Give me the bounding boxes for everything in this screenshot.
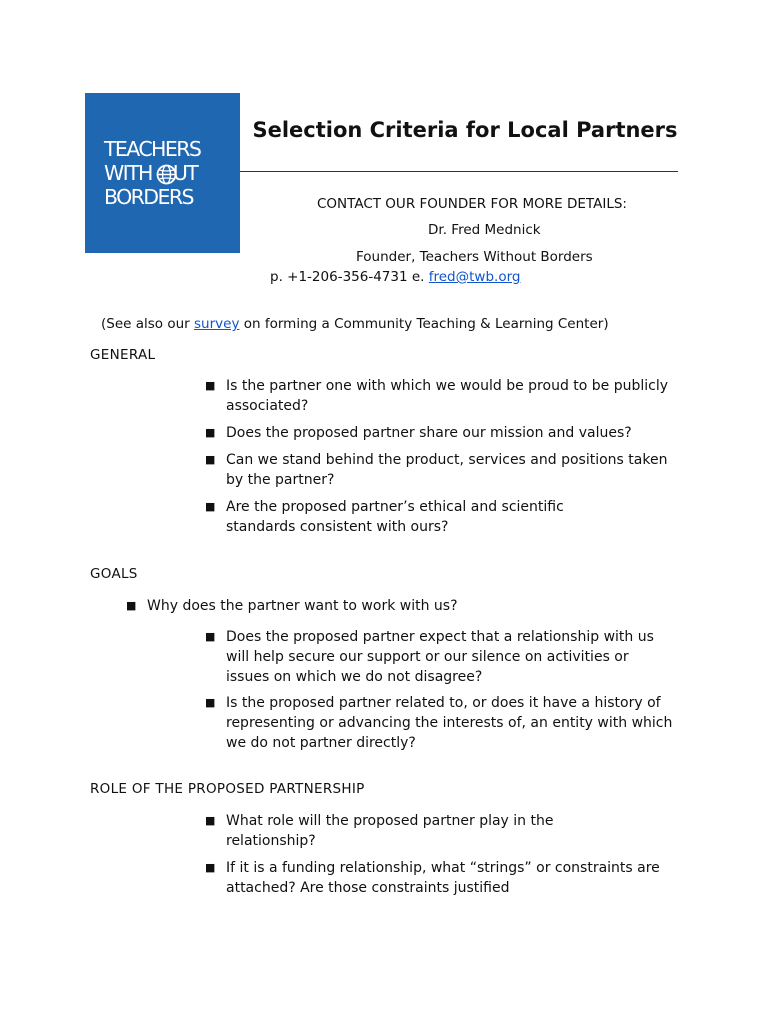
- list-item: ■ Does the proposed partner share our mission and values?: [205, 425, 632, 441]
- bullet-square-icon: ■: [205, 500, 216, 513]
- bullet-square-icon: ■: [205, 379, 216, 392]
- list-item: ■ Are the proposed partner’s ethical and scientific standards consistent with ours?: [205, 499, 564, 535]
- contact-role: Founder, Teachers Without Borders: [356, 249, 593, 265]
- teachers-without-borders-logo: [85, 93, 240, 253]
- list-item: ■ If it is a funding relationship, what “strings” or constraints are attached? Are those constraints justified: [205, 860, 660, 896]
- list-item: ■ Does the proposed partner expect that a relationship with us will help secure our support or our silence on activities or issues on which we do not disagree?: [205, 629, 654, 685]
- section-heading-general: GENERAL: [90, 347, 156, 363]
- globe-icon: [156, 164, 177, 185]
- section-heading-role: ROLE OF THE PROPOSED PARTNERSHIP: [90, 781, 365, 797]
- bullet-square-icon: ■: [205, 696, 216, 709]
- email-link[interactable]: fred@twb.org: [428, 269, 521, 285]
- logo-line-borders: BORDERS: [104, 185, 193, 209]
- see-also-before: (See also our: [101, 316, 190, 332]
- survey-link[interactable]: survey: [194, 316, 240, 332]
- logo-line-teachers: TEACHERS: [104, 137, 201, 161]
- contact-line: [270, 268, 520, 286]
- bullet-square-icon: ■: [205, 426, 216, 439]
- list-item: ■ Is the partner one with which we would be proud to be publicly associated?: [205, 378, 669, 414]
- bullet-square-icon: ■: [126, 599, 137, 612]
- logo-line-without: WITH UT: [104, 161, 198, 185]
- contact-name: Dr. Fred Mednick: [428, 222, 541, 238]
- see-also-note: [101, 315, 609, 333]
- title-divider: [240, 171, 678, 172]
- list-item: ■ Why does the partner want to work with us?: [126, 598, 458, 614]
- contact-heading: CONTACT OUR FOUNDER FOR MORE DETAILS:: [317, 196, 627, 212]
- list-item: ■ Can we stand behind the product, services and positions taken by the partner?: [205, 452, 668, 488]
- page-title: Selection Criteria for Local Partners: [252, 118, 678, 142]
- contact-phone: p. +1-206-356-4731 e.: [270, 269, 425, 285]
- section-heading-goals: GOALS: [90, 566, 138, 582]
- bullet-square-icon: ■: [205, 814, 216, 827]
- bullet-square-icon: ■: [205, 453, 216, 466]
- bullet-square-icon: ■: [205, 861, 216, 874]
- list-item: ■ What role will the proposed partner play in the relationship?: [205, 813, 554, 849]
- see-also-after: on forming a Community Teaching & Learning Center): [243, 316, 609, 332]
- list-item: ■ Is the proposed partner related to, or does it have a history of representing or advancing the interests of, an entity with which we do not partner directly?: [205, 695, 673, 751]
- bullet-square-icon: ■: [205, 630, 216, 643]
